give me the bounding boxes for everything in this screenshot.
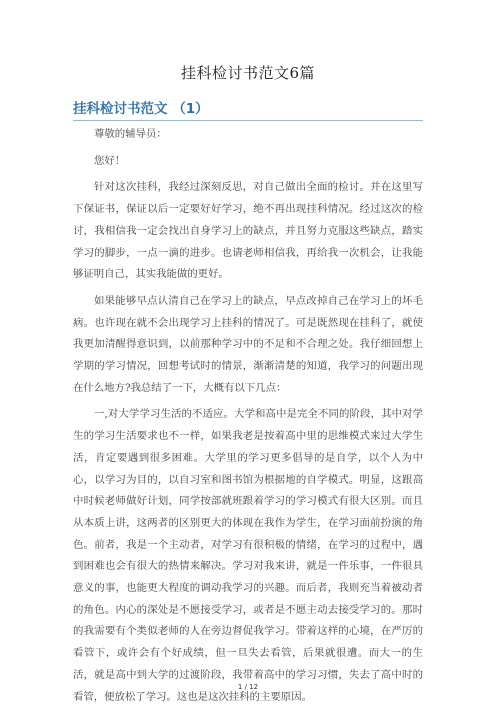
section-header — [73, 97, 423, 121]
salutation: 您好！ — [94, 154, 126, 167]
page-indicator: 1 / 12 — [237, 683, 259, 691]
paragraph: 针对这次挂科，我经过深刻反思，对自己做出全面的检讨。并在这里写下保证书，保证以后一定要好好学习，绝不再出现挂科情况。经过这次的检讨，我相信我一定会找出自身学习上的缺点，并且努力克服这些缺点，踏实学习的脚步，一点一滴的进步。也请老师相信我，再给我一次机会，让我能够证明自己，其实我能做的更好。 — [73, 181, 423, 281]
paragraph: 一,对大学学习生活的不适应。大学和高中是完全不同的阶段，其中对学生的学习生活要求也不一样，如果我老是按着高中里的思维模式来过大学生活，肯定要遇到很多困难。大学里的学习更多倡导的是自学，以个人为中心，以学习为目的，以自习室和图书馆为根据地的自学模式。明显，这跟高中时候老师做好计划，同学按部就班跟着学习的学习模式有很大区别。而且从本质上讲，这两者的区别更大的体现在我作为学生，在学习面前扮演的角色。前者，我是一个主动者，对学习有很积极的情绪，在学习的过程中，遇到困难也会有很大的热情来解决。学习对我来讲，就是一件乐事，一件很具意义的事，也能更大程度的调动我学习的兴趣。而后者，我则充当着被动者的角色。内心的深处是不愿接受学习，或者是不愿主动去接受学习的。那时的我需要有个类似老师的人在旁边督促我学习。带着这样的心境，在严厉的看管下，或许会有个好成绩，但一旦失去看管，后果就很遭。而大一的生活，就是高中到大学的过渡阶段，我带着高中的学习习惯，失去了高中时的看管，便放松了学习。这也是这次挂科的主要原因。 — [73, 408, 423, 703]
document-body — [73, 124, 423, 708]
document-title: 挂科检讨书范文6篇 — [180, 64, 316, 82]
greeting: 尊敬的辅导员： — [94, 128, 167, 140]
section-divider — [73, 120, 423, 121]
paragraph: 如果能够早点认清自己在学习上的缺点，早点改掉自己在学习上的坏毛病。也许现在就不会出现学习上挂科的情况了。可是既然现在挂科了，就使我更加清醒得意识到，以前那种学习中的不足和不合理之处。我仔细回想上学期的学习情况，回想考试时的情景，渐渐清楚的知道，我学习的问题出现在什么地方?我总结了一下，大概有以下几点： — [73, 294, 423, 394]
section-heading: 挂科检讨书范文 （1） — [73, 101, 209, 117]
